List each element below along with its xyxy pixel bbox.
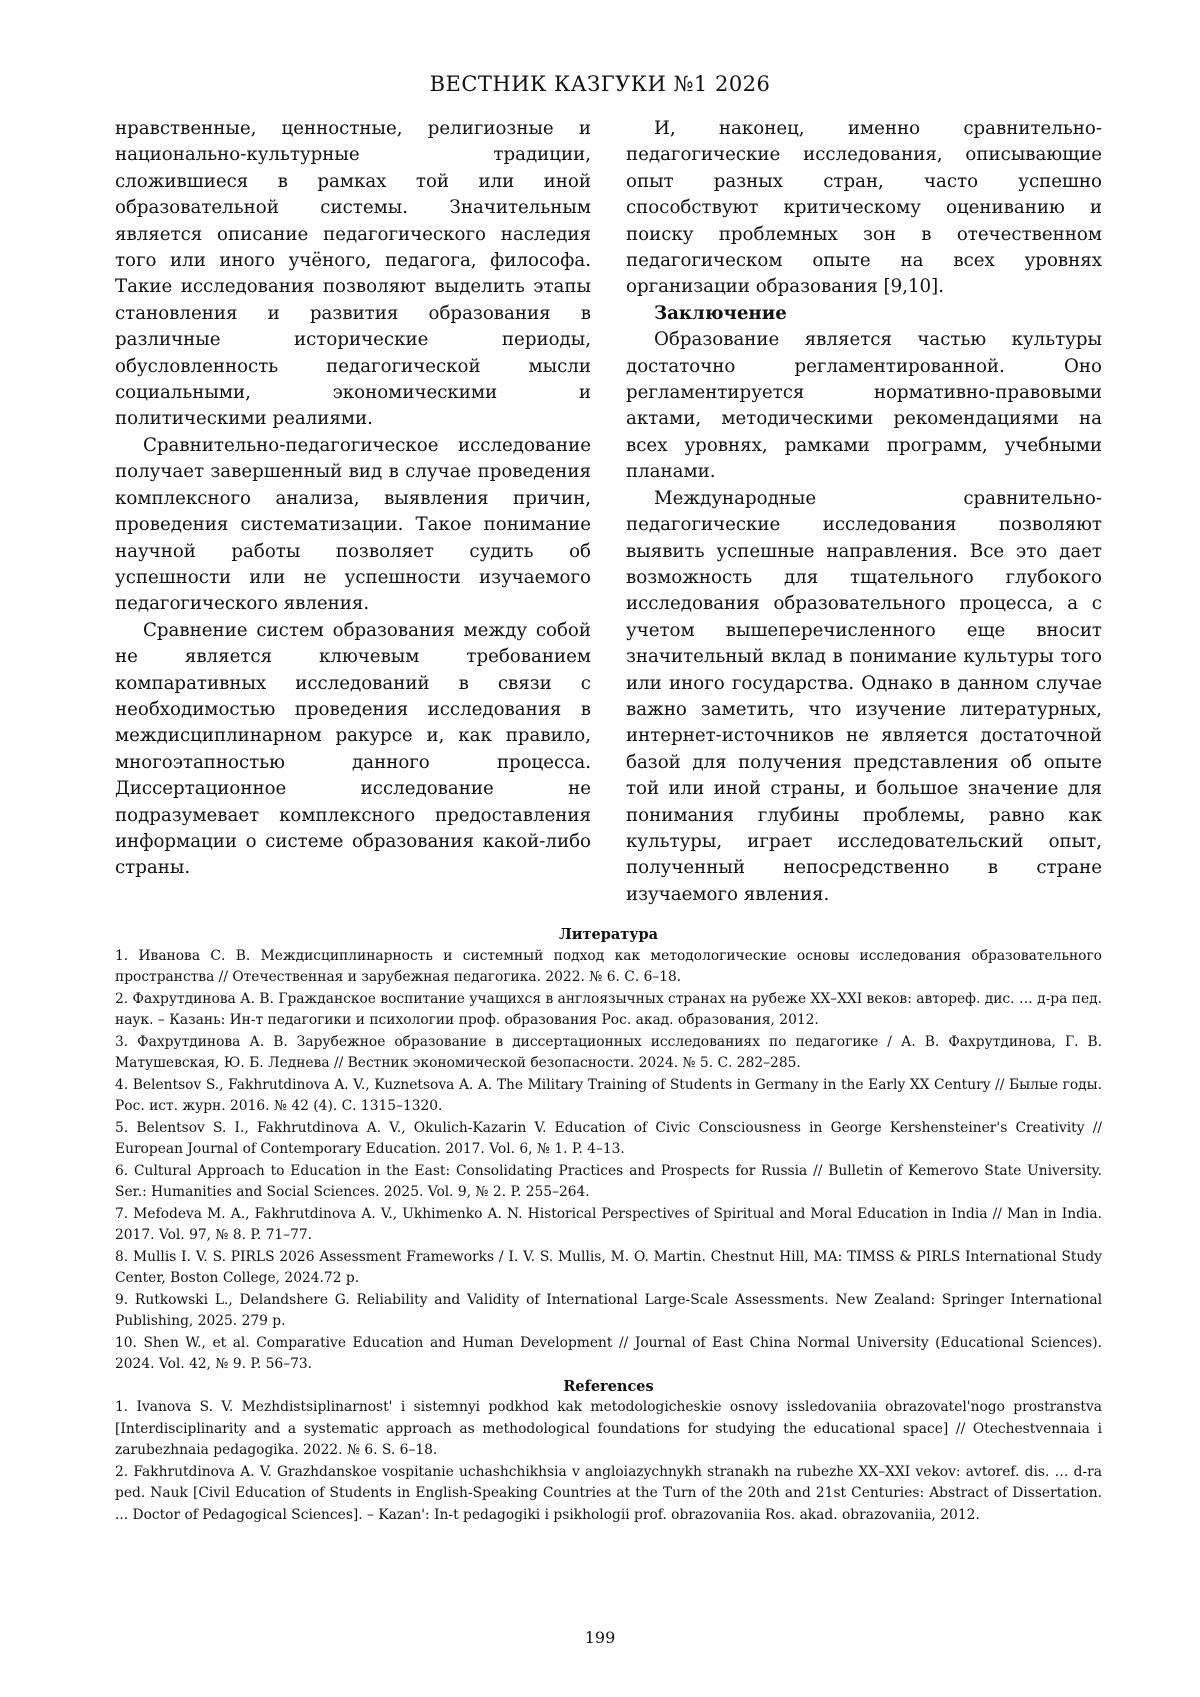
reference-item: 2. Fakhrutdinova A. V. Grazhdanskoe vospitanie uchashchikhsia v angloiazychnykh stranakh na rubezhe XX–XXI vekov: avtoref. dis. … d-ra ped. Nauk [Civil Education of Students in English-Speaking Countries at the Turn of the 20th and 21st Centuries: Abstract of Dissertation. ... Doctor of Pedagogical Sciences]. – Kazan': In-t pedagogiki i psikhologii prof. obrazovaniia Ros. akad. obrazovaniia, 2012. [115, 1463, 1102, 1523]
references-heading: References [563, 1377, 654, 1395]
literature-item: 5. Belentsov S. I., Fakhrutdinova A. V., Okulich-Kazarin V. Education of Civic Consciousness in George Kershensteiner's Creativity // European Journal of Contemporary Education. 2017. Vol. 6, № 1. P. 4–13. [115, 1119, 1102, 1157]
right-column [626, 116, 1102, 908]
literature-item: 6. Cultural Approach to Education in the East: Consolidating Practices and Prospects for Russia // Bulletin of Kemerovo State University. Ser.: Humanities and Social Sciences. 2025. Vol. 9, № 2. P. 255–264. [115, 1162, 1102, 1200]
conclusion-heading: Заключение [654, 302, 787, 324]
literature-item: 4. Belentsov S., Fakhrutdinova A. V., Kuznetsova A. A. The Military Training of Students in Germany in the Early XX Century // Былые годы. Рос. ист. журн. 2016. № 42 (4). С. 1315–1320. [115, 1076, 1102, 1114]
literature-heading: Литература [558, 926, 659, 943]
literature-item: 10. Shen W., et al. Comparative Education and Human Development // Journal of East China Normal University (Educational Sciences). 2024. Vol. 42, № 9. P. 56–73. [115, 1334, 1102, 1372]
left-paragraph-2: Сравнительно-педагогическое исследование получает завершенный вид в случае проведения комплексного анализа, выявления причин, проведения систематизации. Такое понимание научной работы позволяет судить об успешности или не успешности изучаемого педагогического явления. [115, 434, 591, 615]
literature-item: 7. Mefodeva M. A., Fakhrutdinova A. V., Ukhimenko A. N. Historical Perspectives of Spiritual and Moral Education in India // Man in India. 2017. Vol. 97, № 8. P. 71–77. [115, 1205, 1102, 1243]
literature-item: 1. Иванова С. В. Междисциплинарность и системный подход как методологические основы исследования образовательного пространства // Отечественная и зарубежная педагогика. 2022. № 6. С. 6–18. [115, 947, 1102, 985]
left-paragraph-3: Сравнение систем образования между собой не является ключевым требованием компаративных исследований в связи с необходимостью проведения исследования в междисциплинарном ракурсе и, как правило, многоэтапностью данного процесса. Диссертационное исследование не подразумевает комплексного предоставления информации о системе образования какой-либо страны. [115, 619, 591, 879]
literature-item: 8. Mullis I. V. S. PIRLS 2026 Assessment Frameworks / I. V. S. Mullis, M. O. Martin. Chestnut Hill, MA: TIMSS & PIRLS International Study Center, Boston College, 2024.72 p. [115, 1248, 1102, 1286]
page-number: 199 [584, 1628, 616, 1647]
left-column [115, 116, 591, 882]
right-paragraph-3: Международные сравнительно-педагогические исследования позволяют выявить успешные направления. Все это дает возможность для тщательного глубокого исследования образовательного процесса, а с учетом вышеперечисленного еще вносит значительный вклад в понимание культуры того или иного государства. Однако в данном случае важно заметить, что изучение литературных, интернет-источников не является достаточной базой для получения представления об опыте той или иной страны, и большое значение для понимания глубины проблемы, равно как культуры, играет исследовательский опыт, полученный непосредственно в стране изучаемого явления. [626, 487, 1102, 905]
literature-item: 9. Rutkowski L., Delandshere G. Reliability and Validity of International Large-Scale Assessments. New Zealand: Springer International Publishing, 2025. 279 p. [115, 1291, 1102, 1329]
bibliography [115, 924, 1102, 1526]
left-paragraph-1: нравственные, ценностные, религиозные и национально-культурные традиции, сложившиеся в рамках той или иной образовательной системы. Значительным является описание педагогического наследия того или иного учёного, педагога, философа. Такие исследования позволяют выделить этапы становления и развития образования в различные исторические периоды, обусловленность педагогической мысли социальными, экономическими и политическими реалиями. [115, 118, 591, 430]
literature-item: 2. Фахрутдинова А. В. Гражданское воспитание учащихся в англоязычных странах на рубеже XX–XXI веков: автореф. дис. … д-ра пед. наук. – Казань: Ин-т педагогики и психологии проф. образования Рос. акад. образования, 2012. [115, 990, 1102, 1028]
references-list [115, 1397, 1102, 1526]
running-header: ВЕСТНИК КАЗГУКИ №1 2026 [429, 72, 771, 96]
right-paragraph-1: И, наконец, именно сравнительно-педагогические исследования, описывающие опыт разных стран, часто успешно способствуют критическому оцениванию и поиску проблемных зон в отечественном педагогическом опыте на всех уровнях организации образования [9,10]. [626, 118, 1102, 298]
right-paragraph-2: Образование является частью культуры достаточно регламентированной. Оно регламентируется нормативно-правовыми актами, методическими рекомендациями на всех уровнях, рамками программ, учебными планами. [626, 329, 1102, 483]
reference-item: 1. Ivanova S. V. Mezhdistsiplinarnost' i sistemnyi podkhod kak metodologicheskie osnovy issledovaniia obrazovatel'nogo prostranstva [Interdisciplinarity and a systematic approach as methodological foundations for studying the educational space] // Otechestvennaia i zarubezhnaia pedagogika. 2022. № 6. S. 6–18. [115, 1399, 1102, 1458]
literature-item: 3. Фахрутдинова А. В. Зарубежное образование в диссертационных исследованиях по педагогике / А. В. Фахрутдинова, Г. В. Матушевская, Ю. Б. Леднева // Вестник экономической безопасности. 2024. № 5. С. 282–285. [115, 1033, 1102, 1071]
literature-list [115, 946, 1102, 1376]
